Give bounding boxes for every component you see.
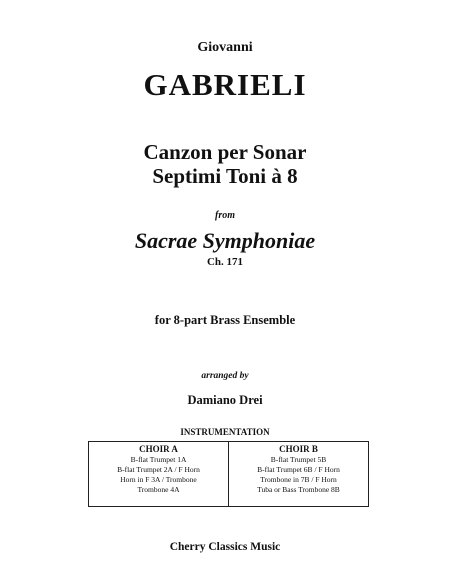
choir-b-part: B-flat Trumpet 6B / F Horn (257, 465, 340, 474)
title-line-2: Septimi Toni à 8 (152, 164, 298, 188)
ensemble-description: for 8-part Brass Ensemble (154, 313, 296, 327)
publisher-name: Cherry Classics Music (169, 541, 281, 553)
choir-a-part: B-flat Trumpet 2A / F Horn (117, 465, 200, 474)
composer-first-name: Giovanni (197, 40, 253, 55)
from-label: from (215, 210, 235, 221)
choir-b-title: CHOIR B (279, 444, 318, 454)
composer-last-name: GABRIELI (143, 67, 307, 102)
arranger-name: Damiano Drei (187, 393, 263, 407)
choir-b-part: B-flat Trumpet 5B (270, 455, 327, 464)
instrumentation-heading: INSTRUMENTATION (180, 427, 270, 437)
title-line-1: Canzon per Sonar (143, 140, 307, 164)
choir-a-part: Horn in F 3A / Trombone (120, 475, 197, 484)
choir-b-part: Trombone in 7B / F Horn (260, 475, 337, 484)
choir-a-column (89, 442, 228, 506)
choir-b-column (228, 442, 368, 506)
arranged-by-label: arranged by (201, 371, 249, 381)
catalog-number: Ch. 171 (206, 256, 244, 268)
choir-a-title: CHOIR A (139, 444, 178, 454)
collection-title: Sacrae Symphoniae (134, 228, 316, 253)
choir-a-part: B-flat Trumpet 1A (130, 455, 187, 464)
choir-a-part: Trombone 4A (137, 485, 180, 494)
choir-b-part: Tuba or Bass Trombone 8B (257, 485, 340, 494)
instrumentation-table (88, 441, 369, 507)
